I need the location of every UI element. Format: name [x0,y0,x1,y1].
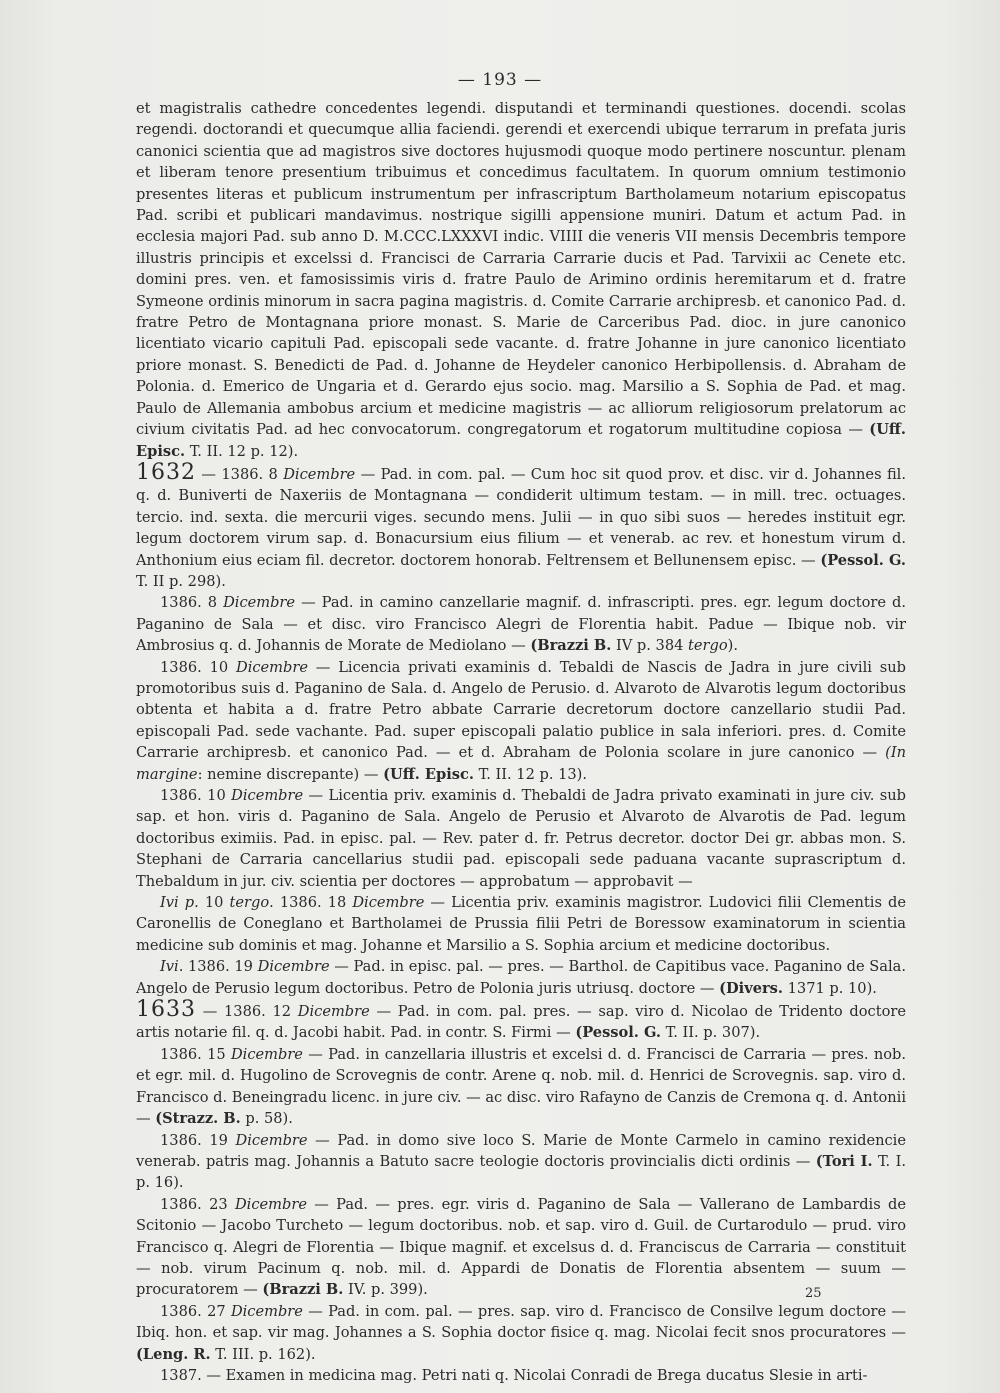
italic-text: Dicembre [230,1302,303,1320]
italic-text: Dicembre [223,594,296,612]
document-number: 1632 [136,459,196,485]
source-citation: (Tori I. [815,1152,873,1170]
text-run: T. III. p. 162). [210,1345,316,1363]
text-run: — Licentia priv. examinis d. Thebaldi de Jadra privato examinati in jure civ. sub sap. et hon. viris d. Paganino de Sala. Angelo de Perusio et Alvaroto de Alvarotis de Pad. legum doctoribus eximiis. Pad. in episc. pal. — Rev. pater d. fr. Petrus decretor. doctor Dei gr. abbas mon. S. Stephani de Carraria cancellarius studii pad. episcopali sede paduana vacante suprascriptum d. Thebaldum in jur. civ. scientia per doctores — approbatum — approbavit — [136,787,906,890]
text-run: . 1386. 19 [178,958,258,976]
text-run: . 1386. 18 [269,894,353,912]
text-run: T. I. p. 16). [136,1152,906,1192]
text-run: IV p. 384 [611,637,689,655]
italic-text: Dicembre [231,787,304,804]
paragraph [136,459,906,592]
text-run: T. II. 12 p. 12). [185,442,299,460]
text-run: — 1386. 12 [196,1003,298,1021]
text-run: — 1386. 8 [196,465,284,483]
text-run: — Pad. in episc. pal. — pres. — Barthol. de Capitibus vace. Paganino de Sala. Angelo de Perusio legum doctoribus. Petro de Polonia juris utriusq. doctore — [136,958,906,997]
text-run: 1386. 15 [160,1045,231,1063]
document-number: 1633 [136,997,196,1023]
italic-text: Ivi p. [160,894,199,912]
text-run: 1371 p. 10). [782,979,877,997]
text-run: 1387. — Examen in medicina mag. Petri nati q. Nicolai Conradi de Brega ducatus Slesie in arti- [160,1366,868,1384]
source-citation: (Brazzi B. [262,1281,344,1299]
italic-text: Dicembre [236,658,308,676]
text-run: 10 [198,894,230,912]
text-run: T. II. p. 307). [660,1024,761,1042]
italic-text: Dicembre [352,894,425,912]
document-body [136,98,906,1386]
text-run: et magistralis cathedre concedentes legendi. disputandi et terminandi questiones. docendi. scolas regendi. doctorandi et quecumque allia faciendi. gerendi et exercendi ubique terrarum in prefata juris canonici scientia que ad magistros sive doctores hujusmodi quoque modo pertinere noscuntur. plenam et liberam tenore presentium tribuimus et concedimus facultatem. In quorum omnium testimonio presentes literas et publicum instrumentum per infrascriptum Bartholameum notarium episcopatus Pad. scribi et publicari mandavimus. nostrique sigilli appensione muniri. Datum et actum Pad. in ecclesia majori Pad. sub anno D. M.CCC.LXXXVI indic. VIIII die veneris VII mensis Decembris tempore illustris principis et excelssi d. Francisci de Carraria Carrarie ducis et Pad. Tarvixii ac Cenete etc. domini pres. ven. et famosissimis viris d. fratre Paulo de Arimino ordinis heremitarum et d. fratre Symeone ordinis minorum in sacra pagina magistris. d. Comite Carrarie archipresb. et canonico Pad. d. fratre Petro de Montagnana priore monast. S. Marie de Carceribus Pad. dioc. in jure canonico licentiato vicario capituli Pad. episcopali sede vacante. d. fratre Johanne in jure canonico licentiato priore monast. S. Benedicti de Pad. d. Johanne de Heydeler canonico Herbipollensis. d. Abraham de Polonia. d. Emerico de Ungaria et d. Gerardo ejus socio. mag. Marsilio a S. Sophia de Pad. et mag. Paulo de Allemania ambobus arcium et medicine magistris — ac alliorum religiosorum prelatorum ac civium civitatis Pad. ad hec convocatorum. congregatorum et rogatorum multitudine copiosa — [136,100,906,439]
source-citation: (Divers. [719,979,783,997]
paragraph [136,1044,906,1130]
source-citation: (Pessol. G. [575,1024,661,1042]
text-run: — Pad. in canzellaria illustris et excelsi d. d. Francisci de Carraria — pres. nob. et egr. mil. d. Hugolino de Scrovegnis de contr. Arene q. nob. mil. d. Henrici de Scrovegnis. sap. viro d. Francisco d. Beneingradu licenc. in jure civ. — ac disc. viro Rafayno de Canzis de Cremona q. d. Antonii — [136,1045,907,1128]
italic-text: Dicembre [235,1131,308,1149]
italic-text: Dicembre [230,1045,303,1063]
text-run: T. II. 12 p. 13). [473,765,588,783]
text-run: ). [727,637,738,655]
italic-text: tergo [688,637,728,655]
italic-text: (In margine [136,744,906,783]
text-run: — Licentia priv. examinis magistror. Ludovici filii Clementis de Caronellis de Coneglano et Bartholamei de Prussia filii Petri de Boressow examinatorum in scientia medicine sub dominis et mag. Johanne et Marsilio a S. Sophia arcium et medicine doctoribus. [136,894,907,954]
italic-text: Dicembre [234,1195,307,1213]
source-citation: (Uff. Episc. [383,765,474,783]
paragraph [136,98,906,462]
signature-mark: 25 [805,1286,822,1301]
source-citation: (Pessol. G. [820,551,906,569]
italic-text: Ivi [160,958,179,976]
italic-text: tergo [229,894,270,912]
text-run: : nemine discrepante) — [197,765,384,783]
paragraph [136,592,906,656]
paragraph [136,999,906,1044]
text-run: — Pad. in com. pal. pres. — sap. viro d. Nicolao de Tridento doctore artis notarie fil. q. d. Jacobi habit. Pad. in contr. S. Firmi — [136,1003,906,1042]
text-run: — Pad. in domo sive loco S. Marie de Monte Carmelo in camino rexidencie venerab. patris mag. Johannis a Batuto sacre teologie doctoris provincialis dicti ordinis — [136,1131,906,1170]
source-citation: (Brazzi B. [530,637,612,655]
paragraph [136,1301,906,1365]
paragraph [136,1365,906,1386]
text-run: — Pad. in com. pal. — pres. sap. viro d. Francisco de Consilve legum doctore — Ibiq. hon. et sap. vir mag. Johannes a S. Sophia doctor fisice q. mag. Nicolai fecit snos procuratores — [136,1302,906,1342]
text-run: — Pad. in com. pal. — Cum hoc sit quod prov. et disc. vir d. Johannes fil. q. d. Buniverti de Naxeriis de Montagnana — condiderit ultimum testam. — in mill. trec. octuages. tercio. ind. sexta. die mercurii viges. secundo mens. Julii — in quo sibi suos — heredes instituit egr. legum doctorem virum sap. d. Bonacursium eius filium — et venerab. ac rev. et honestum virum d. Anthonium eius eciam fil. decretor. doctorem honorab. Feltrensem et Bellunensem episc. — [136,465,906,569]
text-run: — Licencia privati examinis d. Tebaldi de Nascis de Jadra in jure civili sub promotoribus suis d. Paganino de Sala. d. Angelo de Perusio. d. Alvaroto de Alvarotis legum doctoribus obtenta et habita a d. fratre Petro abbate Carrarie decretorum doctore canzellario studii Pad. episcopali Pad. sede vachante. Pad. super episcopali palatio publice in sala inferiori. pres. d. Comite Carrarie archipresb. et canonico Pad. — et d. Abraham de Polonia scolare in jure canonico — [136,658,906,762]
text-run: 1386. 10 [160,787,232,804]
italic-text: Dicembre [283,465,356,483]
paragraph [136,956,906,999]
source-citation: (Uff. Episc. [136,421,906,460]
text-run: 1386. 23 [160,1195,235,1213]
source-citation: (Leng. R. [136,1345,211,1363]
paragraph [136,892,906,956]
text-run: IV. p. 399). [343,1281,428,1299]
text-run: — Pad. — pres. egr. viris d. Paganino de Sala — Vallerano de Lambardis de Scitonio — Jacobo Turcheto — legum doctoribus. nob. et sap. viro d. Guil. de Curtarodulo — prud. viro Francisco q. Alegri de Florentia — Ibique magnif. et excelsus d. d. Franciscus de Carraria — constituit — nob. virum Pacinum q. nob. mil. d. Appardi de Donatis de Florentia absentem — suum — procuratorem — [136,1195,906,1299]
text-run: p. 58). [240,1110,293,1128]
paragraph [136,1130,906,1194]
text-run: T. II p. 298). [136,572,226,590]
text-run: 1386. 8 [160,594,224,612]
italic-text: Dicembre [257,958,330,976]
page-number: — 193 — [457,70,543,90]
italic-text: Dicembre [297,1003,370,1021]
source-citation: (Strazz. B. [155,1110,241,1128]
paragraph [136,785,906,892]
text-run: 1386. 27 [160,1302,231,1320]
paragraph [136,657,906,785]
paragraph [136,1194,906,1301]
text-run: 1386. 19 [160,1131,236,1149]
text-run: 1386. 10 [160,658,236,676]
text-run: — Pad. in camino canzellarie magnif. d. infrascripti. pres. egr. legum doctore d. Paganino de Sala — et disc. viro Francisco Alegri de Florentia habit. Padue — Ibique nob. vir Ambrosius q. d. Johannis de Morate de Mediolano — [136,594,906,655]
